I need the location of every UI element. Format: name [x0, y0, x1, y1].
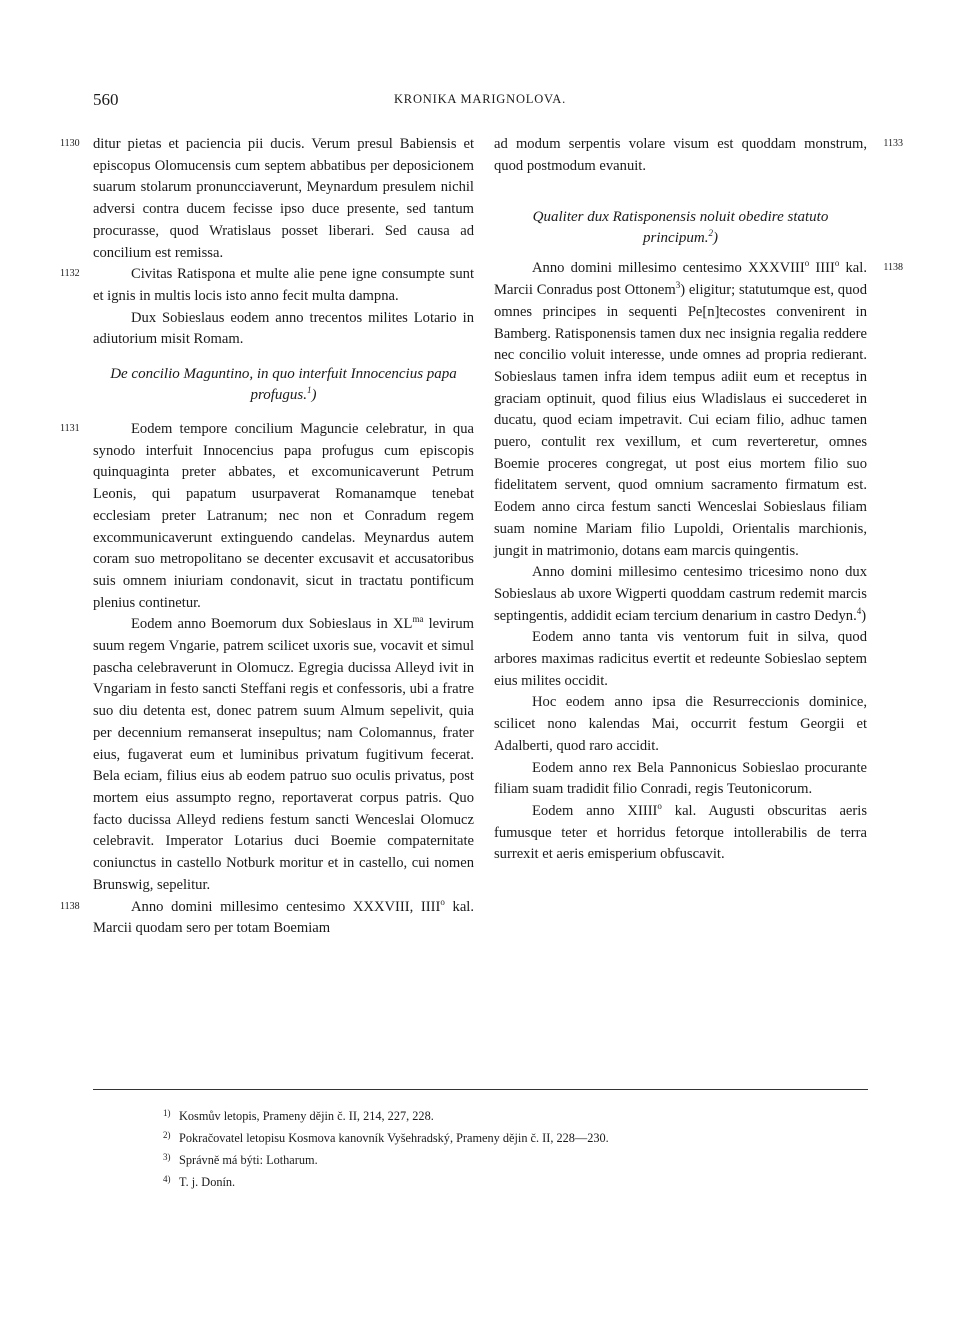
footnote-text: Správně má býti: Lotharum. — [179, 1153, 318, 1167]
page-number: 560 — [93, 90, 119, 109]
text-segment: Anno domini millesimo centesimo tricesimo nono dux Sobieslaus ab uxore Wigperti quoddam castrum redemit marcis septingentis, addidit eciam tercium denarium in castro Dedyn. — [494, 564, 867, 624]
footnote-mark: 4) — [163, 1174, 171, 1184]
footnote-mark: 1) — [163, 1108, 171, 1118]
paragraph-text — [93, 897, 474, 940]
footnote-ref[interactable]: 1 — [307, 385, 312, 396]
text-segment: Anno domini millesimo centesimo XXXVIII, IIII — [131, 898, 441, 915]
paragraph — [60, 264, 474, 307]
superscript: o — [440, 896, 445, 907]
superscript: o — [804, 258, 810, 269]
paragraph-text: ditur pietas et paciencia pii ducis. Verum presul Babiensis et episcopus Olomucensis cum septem abbatibus per deposicionem suarum stolarum pronuncciaverunt, Meynardum presulem nichil adversi contra ducem fecisse ipso duce presente, sed tantum procurasse, quod Wratislaus posset liberari. Sed causa ad concilium est remissa. — [93, 136, 474, 261]
footnote — [163, 1104, 863, 1126]
superscript: ma — [412, 614, 424, 625]
paragraph — [494, 801, 867, 866]
footnote-ref[interactable]: 4 — [856, 605, 862, 616]
footnote-divider — [93, 1089, 868, 1090]
paragraph-text: Eodem tempore concilium Maguncie celebratur, in qua synodo interfuit Innocencius papa profugus cum episcopis quinquaginta preter abbates, et excomunicaverunt Petrum Leonis, qui papatum usurpaverat Romanamque tenebat ecclesiam preter Latranum; nec non et Conradum regem excommunicaverunt extinguendo candelas. Meynardus autem coram suo metropolitano se decenter excusavit et accusatoribus suis omnem iniuriam condonavit, sicut in tractatu pontificum plenius continetur. — [93, 421, 474, 611]
footnote-text: T. j. Donín. — [179, 1175, 236, 1189]
footnote — [163, 1126, 863, 1148]
paragraph — [494, 134, 903, 177]
text-segment: kal. Marcii quodam sero per totam Boemiam — [93, 898, 474, 937]
paragraph — [93, 308, 474, 351]
paragraph-text: Eodem anno tanta vis ventorum fuit in silva, quod arbores maximas radicitus evertit et redeunte Sobieslao septem eius milites occidit. — [494, 629, 867, 689]
text-segment: Eodem anno Boemorum dux Sobieslaus in XL — [131, 616, 413, 633]
text-segment: kal. Marcii Conradus post Ottonem — [494, 260, 867, 299]
text-segment: kal. Augusti obscuritas aeris fumusque teter et horridus fetorque intollerabilis de terra surrexit et aeris emisperium obfuscavit. — [494, 802, 867, 863]
paragraph-text: Eodem anno rex Bela Pannonicus Sobieslao procurante filiam suam tradidit filio Conradi, regis Teutonicorum. — [494, 759, 867, 798]
superscript: o — [834, 258, 840, 269]
margin-year: 1132 — [60, 268, 80, 280]
margin-year: 1138 — [883, 262, 903, 274]
text-segment: levirum suum regem Vngarie, patrem scilicet uxoris sue, vocavit et simul pascha celebraverunt in Olomucz. Egregia ducissa Alleyd ivit in Vngariam in festo sancti Steffani regis et confessoris, ubi a fratre suo diu detenta est, donec patrem suum Almum sepelivit, quia per decennium remanserat insepultus; nam Colomannus, frater eius, fugaverat eum et luminibus privatum fugitivum fecerat. Bela eciam, filius eius ab eodem patruo suo oculis privatus, post mortem eius assumpto regno, reportaverat corpus patris. Quo facto ducissa Alleyd rediens festum sancti Wenceslai Olomucz celebravit. Imperator Lotarius duci Boemie compaternitate coniunctus in castello Notburk moritur et in castello, cui nomen Brunswig, sepelitur. — [93, 616, 475, 893]
section-heading — [93, 364, 474, 406]
paragraph-text — [494, 258, 867, 562]
footnotes — [163, 1104, 863, 1192]
paragraph — [494, 758, 867, 801]
footnote-text: Kosmův letopis, Prameny dějin č. II, 214, 227, 228. — [179, 1109, 434, 1123]
paragraph — [60, 134, 474, 264]
footnote-text: Pokračovatel letopisu Kosmova kanovník Vyšehradský, Prameny dějin č. II, 228—230. — [179, 1131, 609, 1145]
paragraph-text — [494, 801, 867, 866]
footnote-ref-close: ) — [311, 387, 317, 404]
footnote-mark: 2) — [163, 1130, 171, 1140]
text-segment: Eodem anno XIIII — [532, 802, 658, 819]
text-segment: ) eligitur; statutumque est, quod omnes principes in sequenti Pe[n]tecostes convenirent in Bamberg. Ratisponensis tamen dux nec insignia regalia reddere nec concilio voluit interesse, unde omnes ad propria redierant. Sobieslaus tamen infra idem tempus adiit eum et receptus in graciam optinuit, quod filius eius Wladislaus ei succederet in ducatu, quod eciam impetravit. Cui eciam filio, adhuc tamen puero, contulit rex vexillum, et cum reverteretur, omnes Boemie proceres congregat, ut post eius mortem filio suo fidelitatem servent, quod omnium sacramento firmatum est. Eodem anno circa festum sancti Wenceslai Sobieslaus filiam suam nomine Mariam filio Lupoldi, Orientalis marchionis, jungit in matrimonio, dotans eam marcis quingentis. — [494, 282, 867, 559]
margin-year: 1131 — [60, 423, 80, 435]
left-column — [60, 134, 475, 940]
text-segment: Anno domini millesimo centesimo XXXVIII — [532, 260, 805, 277]
running-head: KRONIKA MARIGNOLOVA. — [393, 92, 567, 106]
paragraph — [494, 258, 903, 562]
paragraph-text: Dux Sobieslaus eodem anno trecentos milites Lotario in adiutorium misit Romam. — [93, 309, 474, 348]
paragraph — [60, 896, 474, 940]
paragraph — [494, 562, 867, 627]
footnote-ref[interactable]: 3 — [675, 280, 681, 291]
footnote-ref[interactable]: 2 — [708, 228, 713, 239]
margin-year: 1133 — [883, 138, 903, 149]
paragraph-text — [93, 614, 474, 896]
text-segment: ) — [861, 607, 867, 624]
paragraph — [93, 614, 474, 896]
section-heading — [494, 207, 867, 249]
margin-year: 1138 — [60, 900, 80, 912]
superscript: o — [657, 800, 662, 811]
paragraph-text — [494, 562, 867, 627]
footnote — [163, 1148, 863, 1170]
footnote-mark: 3) — [163, 1152, 171, 1162]
paragraph-text: Hoc eodem anno ipsa die Resurreccionis dominice, scilicet nono kalendas Mai, occurrit festum Georgii et Adalberti, quod raro accidit. — [494, 694, 867, 754]
paragraph — [494, 627, 867, 692]
paragraph-text: ad modum serpentis volare visum est quoddam monstrum, quod postmodum evanuit. — [494, 136, 867, 174]
footnote-ref-close: ) — [712, 230, 718, 247]
paragraph — [494, 692, 867, 757]
right-column — [494, 134, 903, 866]
heading-text: De concilio Maguntino, in quo interfuit Innocencius papa profugus. — [110, 366, 457, 404]
heading-text: Qualiter dux Ratisponensis noluit obedire statuto principum. — [532, 209, 829, 247]
paragraph-text: Civitas Ratispona et multe alie pene igne consumpte sunt et ignis in multis locis isto anno fecit multa dampna. — [93, 266, 474, 304]
footnote — [163, 1170, 863, 1192]
margin-year: 1130 — [60, 138, 80, 149]
paragraph — [60, 419, 474, 614]
text-segment: IIII — [809, 260, 835, 277]
